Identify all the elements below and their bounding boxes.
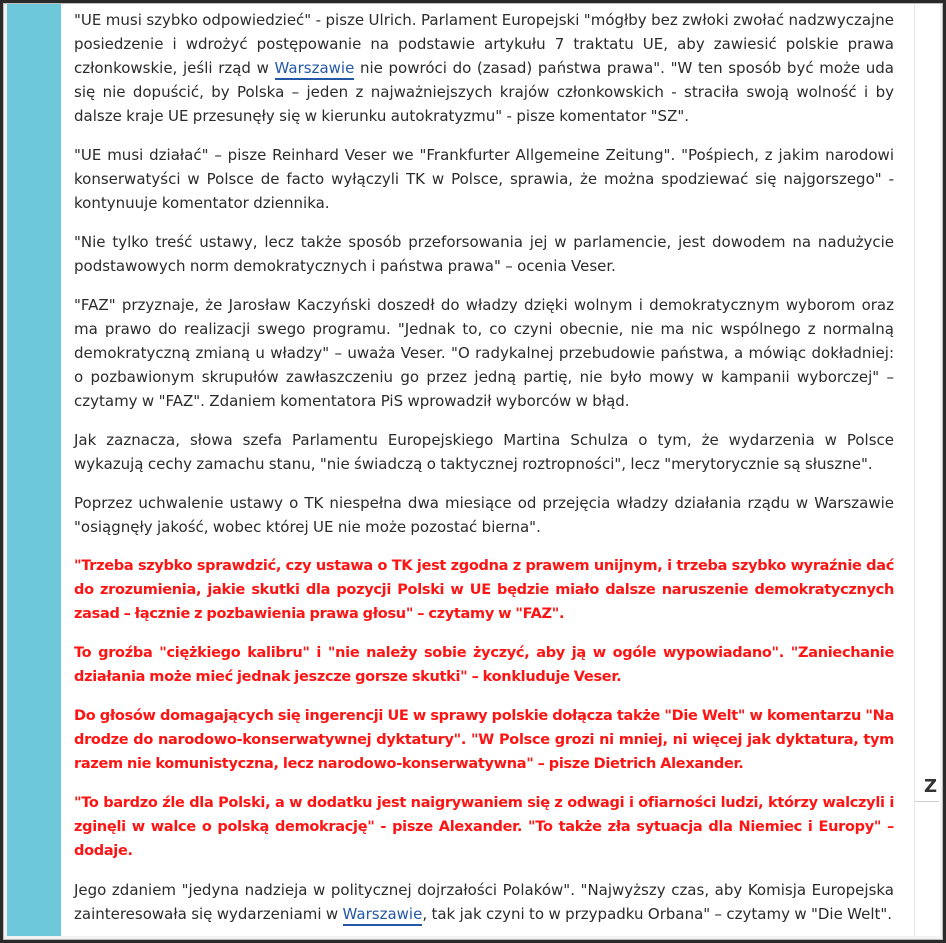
highlighted-paragraph-1: "Trzeba szybko sprawdzić, czy ustawa o TK jest zgodna z prawem unijnym, i trzeba szybko wyraźnie dać do zrozumienia, jakie skutki dla pozycji Polski w UE będzie miało dalsze naruszenie demokratycznych zasad – łącznie z pozbawienia prawa głosu" – czytamy w "FAZ". <box>74 558 894 622</box>
right-panel-partial-heading: Z <box>924 776 938 797</box>
paragraph-text: nie powróci do (zasad) państwa prawa". "W ten sposób być może uda się nie dopuścić, by Polska – jeden z najważniejszych krajów członkowskich - straciła swoją wolność i by dalsze kraje UE przesunęły się w kierunku autokratyzmu" - pisze komentator "SZ". <box>74 59 894 125</box>
article-paragraph-1 <box>74 8 894 128</box>
link-warszawa[interactable]: Warszawie <box>275 59 355 80</box>
paragraph-text: , tak jak czyni to w przypadku Orbana" – czytamy w "Die Welt". <box>422 905 893 923</box>
left-accent-sidebar <box>7 4 61 936</box>
paragraph-text: Jego zdaniem "jedyna nadzieja w politycznej dojrzałości Polaków". "Najwyższy czas, aby Komisja Europejska zainteresowała się wydarzeniami w <box>74 881 894 923</box>
highlighted-paragraph-3: Do głosów domagających się ingerencji UE w sprawy polskie dołącza także "Die Welt" w komentarzu "Na drodze do narodowo-konserwatywnej dyktatury". "W Polsce grozi ni mniej, ni więcej jak dyktatura, tym razem nie komunistyczna, lecz narodowo-konserwatywna" – pisze Dietrich Alexander. <box>74 708 894 772</box>
article-paragraph-7 <box>74 878 894 926</box>
article-paragraph-5: Jak zaznacza, słowa szefa Parlamentu Europejskiego Martina Schulza o tym, że wydarzenia w Polsce wykazują cechy zamachu stanu, "nie świadczą o taktycznej roztropności", lecz "merytorycznie są słuszne". <box>74 431 894 473</box>
paragraph-text: "UE musi szybko odpowiedzieć" - pisze Ulrich. Parlament Europejski "mógłby bez zwłoki zwołać nadzwyczajne posiedzenie i wdrożyć postępowanie na podstawie artykułu 7 traktatu UE, aby zawiesić polskie prawa członkowskie, jeśli rząd w <box>74 11 894 77</box>
article-paragraph-4: "FAZ" przyznaje, że Jarosław Kaczyński doszedł do władzy dzięki wolnym i demokratycznym wyborom oraz ma prawo do realizacji swego programu. "Jednak to, co czyni obecnie, nie ma nic wspólnego z normalną demokratyczną zmianą u władzy" – uważa Veser. "O radykalnej przebudowie państwa, a mówiąc dokładniej: o pozbawionym skrupułów zawłaszczeniu go przez jedną partię, nie było mowy w kampanii wyborczej" – czytamy w "FAZ". Zdaniem komentatora PiS wprowadził wyborców w błąd. <box>74 296 894 410</box>
article-body <box>61 4 914 936</box>
article-paragraph-6: Poprzez uchwalenie ustawy o TK niespełna dwa miesiące od przejęcia władzy działania rządu w Warszawie "osiągnęły jakość, wobec której UE nie może pozostać bierna". <box>74 494 894 536</box>
highlighted-paragraph-2: To groźba "ciężkiego kalibru" i "nie należy sobie życzyć, aby ją w ogóle wypowiadano". "Zaniechanie działania może mieć jednak jeszcze gorsze skutki" – konkluduje Veser. <box>74 645 894 685</box>
link-warszawa[interactable]: Warszawie <box>343 905 423 926</box>
highlighted-paragraph-4: "To bardzo źle dla Polski, a w dodatku jest naigrywaniem się z odwagi i ofiarności ludzi, którzy walczyli i zginęli w walce o polską demokrację" - pisze Alexander. "To także zła sytuacja dla Niemiec i Europy" – dodaje. <box>74 795 894 859</box>
article-paragraph-3: "Nie tylko treść ustawy, lecz także sposób przeforsowania jej w parlamencie, jest dowodem na nadużycie podstawowych norm demokratycznych i państwa prawa" – ocenia Veser. <box>74 233 894 275</box>
article-paragraph-2: "UE musi działać" – pisze Reinhard Veser we "Frankfurter Allgemeine Zeitung". "Pośpiech, z jakim narodowi konserwatyści w Polsce de facto wyłączyli TK w Polsce, sprawia, że można spodziewać się najgorszego" - kontynuuje komentator dziennika. <box>74 146 894 212</box>
right-panel-divider <box>915 801 939 802</box>
